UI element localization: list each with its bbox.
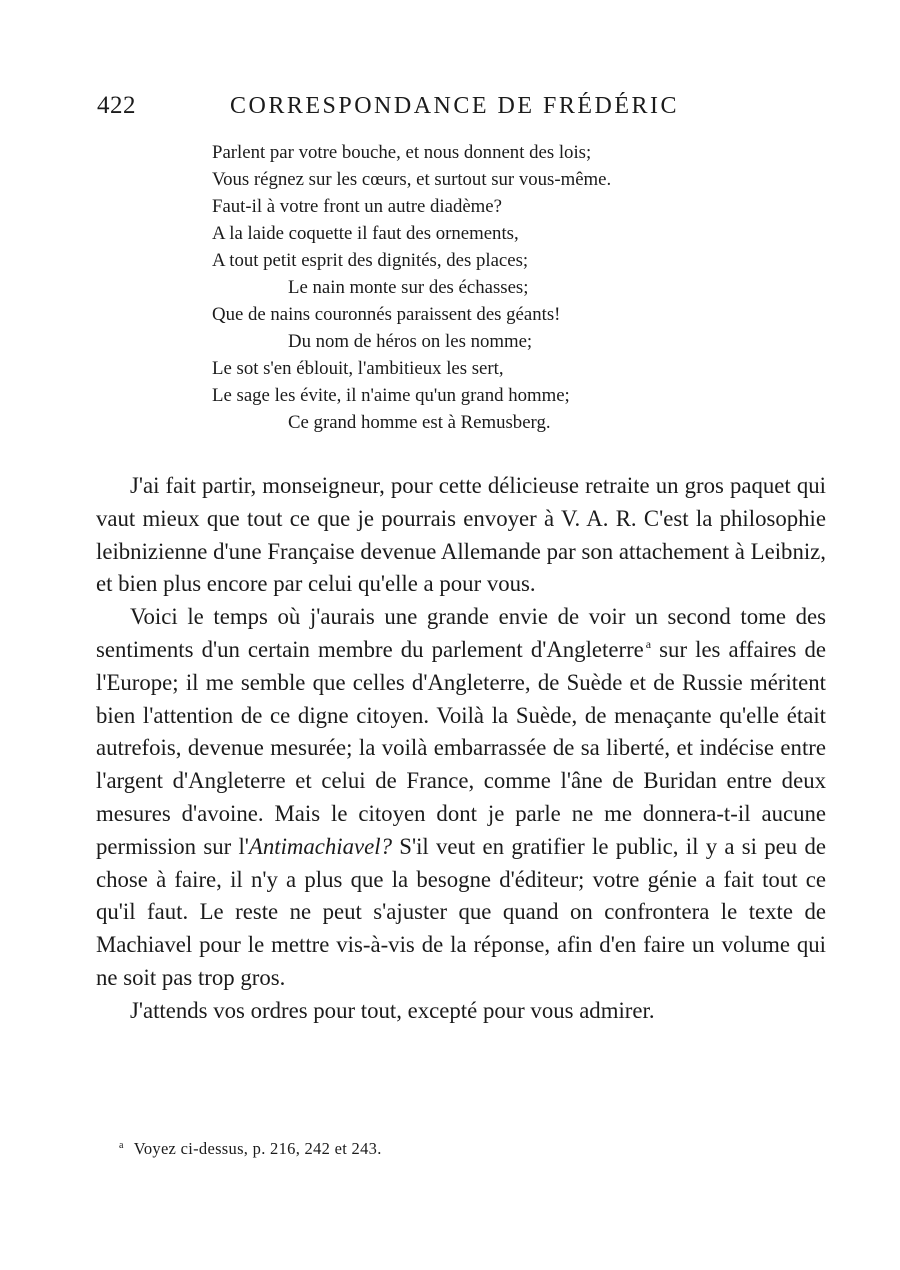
poem-line: Le nain monte sur des échasses; <box>288 277 529 298</box>
body-paragraph: J'ai fait partir, monseigneur, pour cette délicieuse retraite un gros paquet qui vaut mieux que tout ce que je pourrais envoyer à V. A. R. C'est la philosophie leibnizienne d'une Française devenue Allemande par son attachement à Leibniz, et bien plus encore par celui qu'elle a pour vous. <box>96 473 826 597</box>
poem-line: Parlent par votre bouche, et nous donnent des lois; <box>212 142 592 163</box>
footnote-marker: a <box>119 1139 124 1151</box>
work-title: Antimachiavel? <box>248 833 392 859</box>
page-number: 422 <box>97 92 136 119</box>
page-header <box>97 92 717 132</box>
poem-line: Du nom de héros on les nomme; <box>288 331 533 352</box>
paragraph-text: S'il veut en gratifier le public, il y a si peu de chose à faire, il n'y a plus que la besogne d'éditeur; votre génie a fait tout ce qu'il faut. Le reste ne peut s'ajuster que quand on confrontera le texte de Machiavel pour le mettre vis-à-vis de la réponse, afin d'en faire un volume qui ne soit pas trop gros. <box>96 833 826 990</box>
running-title: CORRESPONDANCE DE FRÉDÉRIC <box>230 93 680 119</box>
body-paragraph <box>96 601 826 995</box>
poem-line: Que de nains couronnés paraissent des géants! <box>212 304 561 325</box>
poem-line: Le sot s'en éblouit, l'ambitieux les sert, <box>212 358 504 379</box>
poem-line: Vous régnez sur les cœurs, et surtout sur vous-même. <box>212 169 612 190</box>
poem-line: A la laide coquette il faut des ornements, <box>212 223 519 244</box>
poem-line: Faut-il à votre front un autre diadème? <box>212 196 502 217</box>
letter-body <box>96 470 826 1028</box>
poem-line: Ce grand homme est à Remusberg. <box>288 412 551 433</box>
footnote <box>119 1139 719 1159</box>
footnote-reference[interactable]: a <box>645 637 652 652</box>
poem-line: Le sage les évite, il n'aime qu'un grand homme; <box>212 385 570 406</box>
paragraph-text: sur les affaires de l'Europe; il me semble que celles d'Angleterre, de Suède et de Russie méritent bien l'attention de ce digne citoyen. Voilà la Suède, de menaçante qu'elle était autrefois, devenue mesurée; la voilà embarrassée de sa liberté, et indécise entre l'argent d'Angleterre et celui de France, comme l'âne de Buridan entre deux mesures d'avoine. Mais le citoyen dont je parle ne me donnera-t-il aucune permission sur l' <box>96 636 826 859</box>
poem-block <box>212 139 732 436</box>
body-paragraph: J'attends vos ordres pour tout, excepté pour vous admirer. <box>130 997 655 1023</box>
footnote-text: Voyez ci-dessus, p. 216, 242 et 243. <box>133 1139 382 1158</box>
poem-line: A tout petit esprit des dignités, des places; <box>212 250 529 271</box>
paragraph-text: Voici le temps où j'aurais une grande envie de voir un second tome des sentiments d'un certain membre du parlement d'Angleterre <box>96 604 826 662</box>
